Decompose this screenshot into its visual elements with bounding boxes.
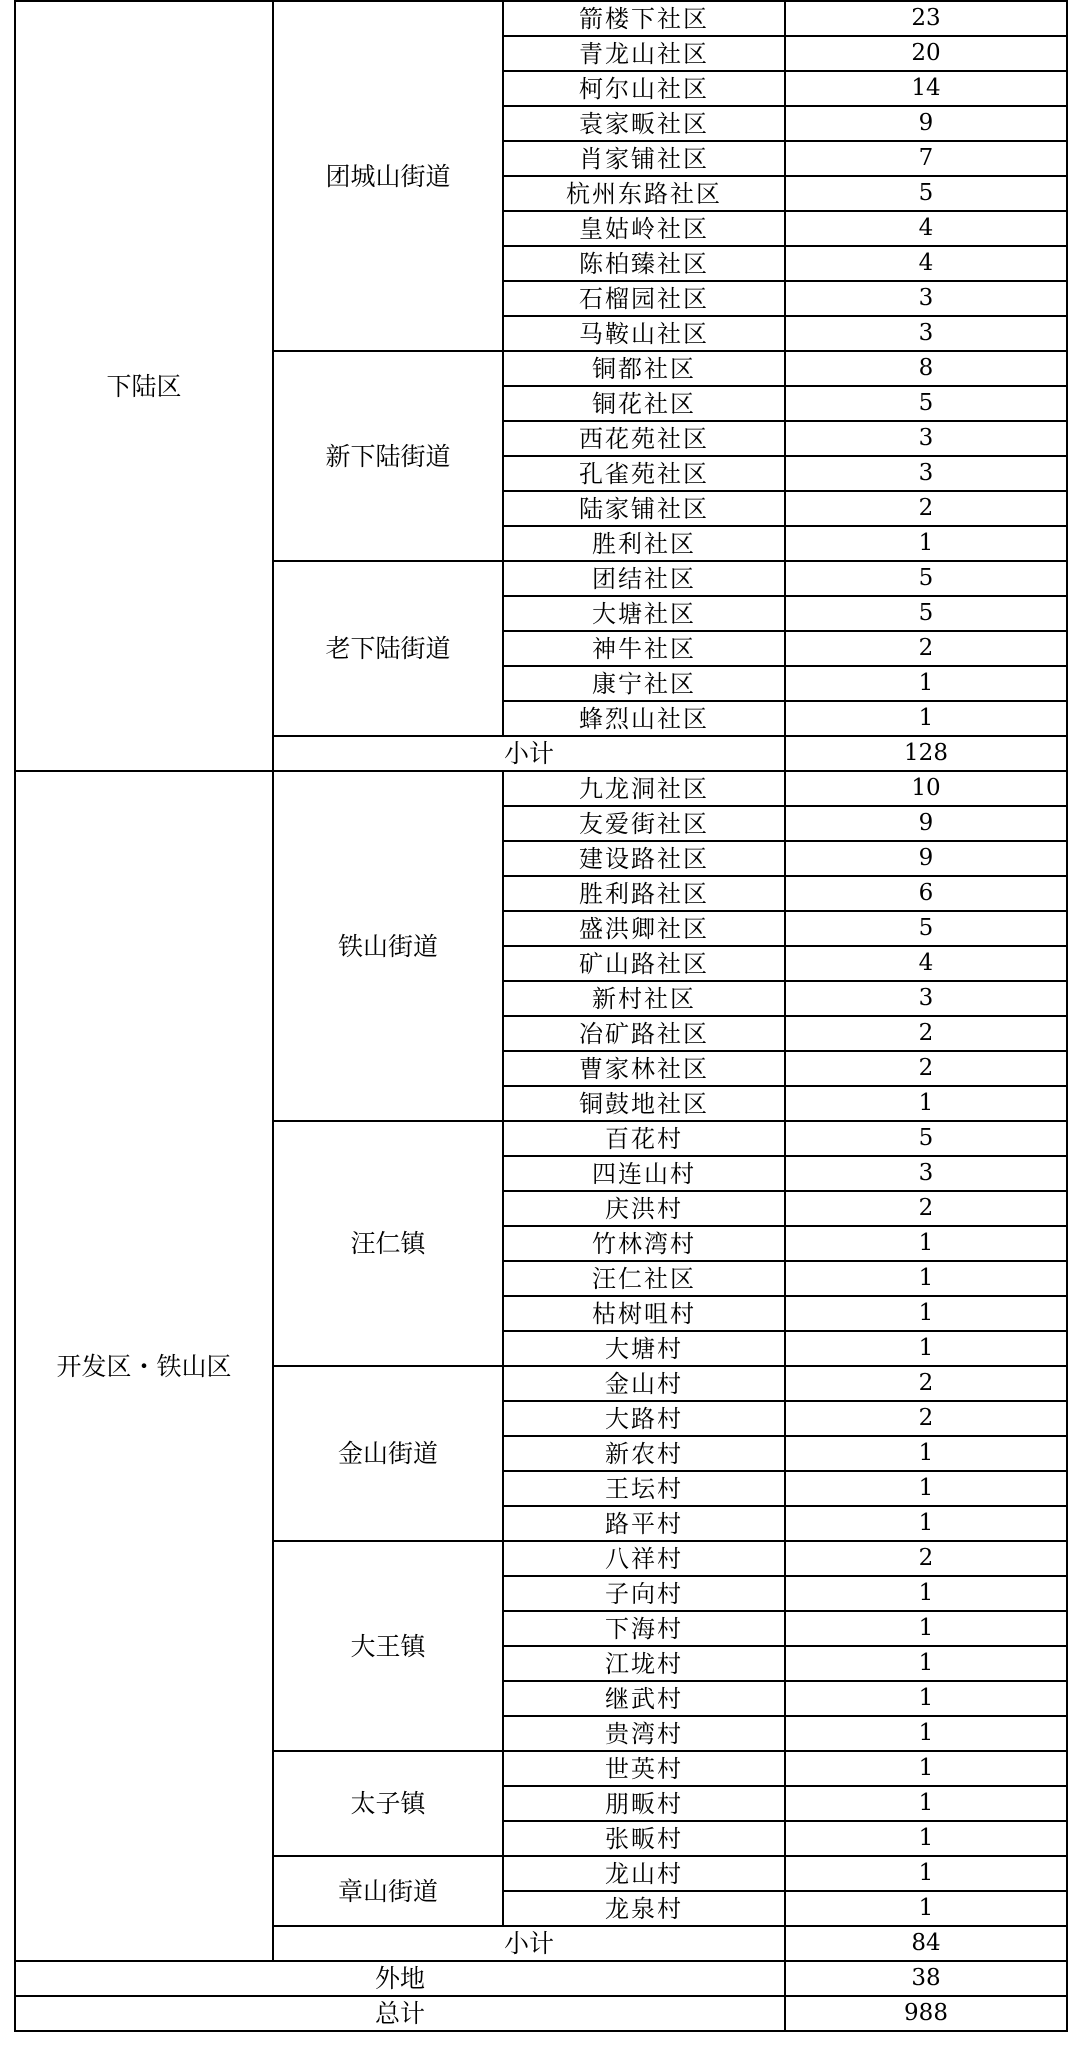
community-name: 盛洪卿社区 xyxy=(503,911,785,946)
case-table xyxy=(14,0,1068,2032)
community-name: 友爱街社区 xyxy=(503,806,785,841)
community-name: 孔雀苑社区 xyxy=(503,456,785,491)
street-name: 大王镇 xyxy=(273,1541,503,1751)
community-name: 袁家畈社区 xyxy=(503,106,785,141)
other-label: 外地 xyxy=(15,1961,785,1996)
community-name: 世英村 xyxy=(503,1751,785,1786)
community-count: 1 xyxy=(785,1786,1067,1821)
subtotal-label: 小计 xyxy=(273,736,785,771)
community-name: 青龙山社区 xyxy=(503,36,785,71)
street-name: 太子镇 xyxy=(273,1751,503,1856)
street-name: 新下陆街道 xyxy=(273,351,503,561)
community-count: 4 xyxy=(785,211,1067,246)
community-name: 龙山村 xyxy=(503,1856,785,1891)
community-count: 1 xyxy=(785,1856,1067,1891)
community-count: 2 xyxy=(785,1051,1067,1086)
community-name: 建设路社区 xyxy=(503,841,785,876)
community-name: 新村社区 xyxy=(503,981,785,1016)
community-count: 14 xyxy=(785,71,1067,106)
community-name: 神牛社区 xyxy=(503,631,785,666)
community-name: 新农村 xyxy=(503,1436,785,1471)
subtotal-count: 84 xyxy=(785,1926,1067,1961)
community-name: 康宁社区 xyxy=(503,666,785,701)
community-count: 3 xyxy=(785,981,1067,1016)
community-count: 1 xyxy=(785,1576,1067,1611)
community-name: 枯树咀村 xyxy=(503,1296,785,1331)
community-name: 八祥村 xyxy=(503,1541,785,1576)
community-count: 3 xyxy=(785,316,1067,351)
community-name: 石榴园社区 xyxy=(503,281,785,316)
community-name: 蜂烈山社区 xyxy=(503,701,785,736)
community-count: 1 xyxy=(785,1611,1067,1646)
community-name: 胜利路社区 xyxy=(503,876,785,911)
community-count: 6 xyxy=(785,876,1067,911)
community-count: 1 xyxy=(785,1751,1067,1786)
subtotal-label: 小计 xyxy=(273,1926,785,1961)
community-count: 2 xyxy=(785,1401,1067,1436)
community-count: 1 xyxy=(785,1436,1067,1471)
community-name: 肖家铺社区 xyxy=(503,141,785,176)
community-count: 9 xyxy=(785,806,1067,841)
community-count: 2 xyxy=(785,491,1067,526)
community-name: 皇姑岭社区 xyxy=(503,211,785,246)
other-count: 38 xyxy=(785,1961,1067,1996)
community-name: 龙泉村 xyxy=(503,1891,785,1926)
community-count: 2 xyxy=(785,1016,1067,1051)
street-name: 团城山街道 xyxy=(273,1,503,351)
community-name: 庆洪村 xyxy=(503,1191,785,1226)
community-name: 下海村 xyxy=(503,1611,785,1646)
community-count: 20 xyxy=(785,36,1067,71)
street-name: 汪仁镇 xyxy=(273,1121,503,1366)
community-count: 1 xyxy=(785,1261,1067,1296)
community-name: 陆家铺社区 xyxy=(503,491,785,526)
community-name: 箭楼下社区 xyxy=(503,1,785,36)
community-name: 马鞍山社区 xyxy=(503,316,785,351)
street-name: 金山街道 xyxy=(273,1366,503,1541)
community-count: 10 xyxy=(785,771,1067,806)
community-name: 铜鼓地社区 xyxy=(503,1086,785,1121)
community-name: 九龙洞社区 xyxy=(503,771,785,806)
case-table-body xyxy=(15,1,1067,1961)
community-count: 2 xyxy=(785,631,1067,666)
community-count: 7 xyxy=(785,141,1067,176)
community-count: 1 xyxy=(785,1716,1067,1751)
community-name: 西花苑社区 xyxy=(503,421,785,456)
community-count: 5 xyxy=(785,561,1067,596)
community-count: 5 xyxy=(785,176,1067,211)
community-count: 1 xyxy=(785,1086,1067,1121)
community-count: 3 xyxy=(785,1156,1067,1191)
community-name: 江垅村 xyxy=(503,1646,785,1681)
community-count: 1 xyxy=(785,1226,1067,1261)
district-name: 开发区・铁山区 xyxy=(15,771,273,1961)
subtotal-count: 128 xyxy=(785,736,1067,771)
community-name: 竹林湾村 xyxy=(503,1226,785,1261)
community-name: 曹家林社区 xyxy=(503,1051,785,1086)
community-name: 继武村 xyxy=(503,1681,785,1716)
community-count: 1 xyxy=(785,1891,1067,1926)
community-count: 1 xyxy=(785,701,1067,736)
community-name: 陈柏臻社区 xyxy=(503,246,785,281)
community-name: 大路村 xyxy=(503,1401,785,1436)
community-count: 9 xyxy=(785,106,1067,141)
community-count: 8 xyxy=(785,351,1067,386)
table-row xyxy=(15,1,1067,36)
community-count: 9 xyxy=(785,841,1067,876)
community-name: 铜花社区 xyxy=(503,386,785,421)
community-count: 2 xyxy=(785,1541,1067,1576)
community-count: 3 xyxy=(785,421,1067,456)
total-count: 988 xyxy=(785,1996,1067,2031)
community-name: 杭州东路社区 xyxy=(503,176,785,211)
total-label: 总计 xyxy=(15,1996,785,2031)
community-count: 5 xyxy=(785,1121,1067,1156)
community-count: 1 xyxy=(785,1681,1067,1716)
community-name: 子向村 xyxy=(503,1576,785,1611)
community-name: 胜利社区 xyxy=(503,526,785,561)
community-count: 2 xyxy=(785,1191,1067,1226)
community-name: 铜都社区 xyxy=(503,351,785,386)
community-count: 1 xyxy=(785,1471,1067,1506)
community-name: 冶矿路社区 xyxy=(503,1016,785,1051)
community-count: 3 xyxy=(785,281,1067,316)
community-name: 金山村 xyxy=(503,1366,785,1401)
community-count: 2 xyxy=(785,1366,1067,1401)
community-count: 1 xyxy=(785,666,1067,701)
community-count: 1 xyxy=(785,1506,1067,1541)
street-name: 铁山街道 xyxy=(273,771,503,1121)
community-count: 1 xyxy=(785,1646,1067,1681)
community-count: 1 xyxy=(785,526,1067,561)
community-count: 1 xyxy=(785,1821,1067,1856)
community-name: 路平村 xyxy=(503,1506,785,1541)
community-name: 团结社区 xyxy=(503,561,785,596)
table-row xyxy=(15,771,1067,806)
community-name: 柯尔山社区 xyxy=(503,71,785,106)
street-name: 老下陆街道 xyxy=(273,561,503,736)
district-name: 下陆区 xyxy=(15,1,273,771)
community-name: 贵湾村 xyxy=(503,1716,785,1751)
street-name: 章山街道 xyxy=(273,1856,503,1926)
community-name: 四连山村 xyxy=(503,1156,785,1191)
community-count: 4 xyxy=(785,246,1067,281)
community-count: 3 xyxy=(785,456,1067,491)
community-name: 汪仁社区 xyxy=(503,1261,785,1296)
community-name: 百花村 xyxy=(503,1121,785,1156)
total-row xyxy=(15,1996,1067,2031)
community-name: 大塘社区 xyxy=(503,596,785,631)
community-count: 5 xyxy=(785,386,1067,421)
other-row xyxy=(15,1961,1067,1996)
community-name: 王坛村 xyxy=(503,1471,785,1506)
community-count: 23 xyxy=(785,1,1067,36)
community-name: 矿山路社区 xyxy=(503,946,785,981)
community-count: 1 xyxy=(785,1296,1067,1331)
community-count: 5 xyxy=(785,596,1067,631)
case-table-summary xyxy=(15,1961,1067,2031)
community-name: 朋畈村 xyxy=(503,1786,785,1821)
community-count: 1 xyxy=(785,1331,1067,1366)
community-name: 张畈村 xyxy=(503,1821,785,1856)
community-count: 4 xyxy=(785,946,1067,981)
community-name: 大塘村 xyxy=(503,1331,785,1366)
community-count: 5 xyxy=(785,911,1067,946)
